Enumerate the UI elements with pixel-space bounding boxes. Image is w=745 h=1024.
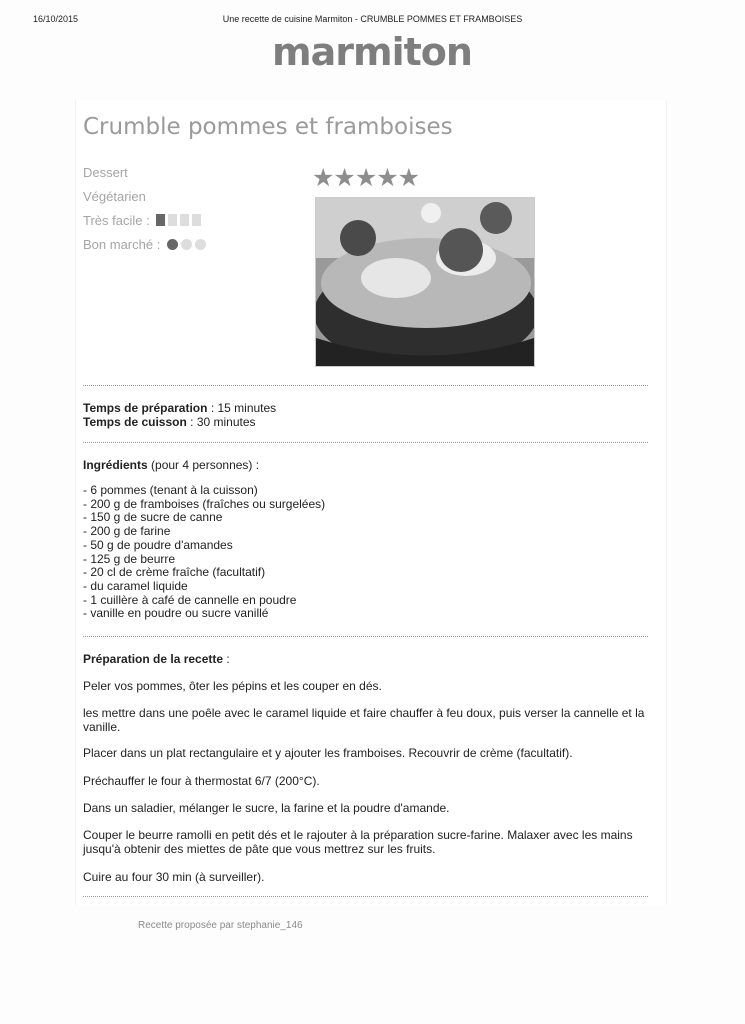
difficulty-label: Très facile : <box>83 213 150 228</box>
recipe-category: Dessert <box>83 165 128 180</box>
preparation-step: Préchauffer le four à thermostat 6/7 (200°C). <box>83 774 320 788</box>
preparation-step: Peler vos pommes, ôter les pépins et les couper en dés. <box>83 679 382 693</box>
ingredient-item: - 6 pommes (tenant à la cuisson) <box>83 483 258 497</box>
cost-label: Bon marché : <box>83 237 161 252</box>
ingredient-item: - 200 g de farine <box>83 524 171 539</box>
print-page-title: Une recette de cuisine Marmiton - CRUMBLE POMMES ET FRAMBOISES <box>222 14 523 24</box>
crumble-photo <box>315 197 535 367</box>
preparation-step: les mettre dans une poêle avec le caramel liquide et faire chauffer à feu doux, puis verser la cannelle et la vanille. <box>83 706 645 734</box>
preparation-step: Placer dans un plat rectangulaire et y ajouter les framboises. Recouvrir de crème (facultatif). <box>83 746 573 760</box>
ingredient-item: - 20 cl de crème fraîche (facultatif) <box>83 565 266 580</box>
ingredient-item: - du caramel liquide <box>83 578 188 593</box>
author-credit: Recette proposée par stephanie_146 <box>138 920 303 931</box>
ingredients-servings: (pour 4 personnes) : <box>147 458 260 472</box>
preparation-heading <box>83 652 230 666</box>
ingredient-item: - 150 g de sucre de canne <box>83 510 223 525</box>
cook-time <box>83 415 276 429</box>
ingredient-item: - 200 g de framboises (fraîches ou surgelées) <box>83 496 326 511</box>
ingredients-label: Ingrédients <box>83 458 148 472</box>
coin-icon <box>195 239 206 250</box>
ingredients-heading <box>83 458 259 472</box>
difficulty-icon <box>180 214 189 226</box>
ingredient-item: - 50 g de poudre d'amandes <box>83 537 233 552</box>
recipe-diet: Végétarien <box>83 189 146 204</box>
times-block <box>83 401 276 429</box>
recipe-title: Crumble pommes et framboises <box>83 114 453 140</box>
preparation-step: Couper le beurre ramolli en petit dés et le rajouter à la préparation sucre-farine. Malaxer avec les mains jusqu'à obtenir des miettes de pâte que vous mettrez sur les fruits. <box>83 828 633 856</box>
difficulty-icon <box>168 214 177 226</box>
preparation-label-suffix: : <box>223 652 230 666</box>
difficulty-icon <box>156 214 165 226</box>
preparation-step: Dans un saladier, mélanger le sucre, la farine et la poudre d'amande. <box>83 801 450 815</box>
cook-time-label: Temps de cuisson <box>83 415 187 429</box>
ingredient-item: - vanille en poudre ou sucre vanillé <box>83 606 269 621</box>
difficulty-icons <box>153 213 201 228</box>
ingredient-item: - 125 g de beurre <box>83 551 176 566</box>
ingredient-item: - 1 cuillère à café de cannelle en poudre <box>83 592 297 607</box>
marmiton-logo: marmiton <box>272 30 472 74</box>
prep-time-value: : 15 minutes <box>207 401 277 415</box>
prep-time <box>83 401 276 415</box>
coin-icon <box>167 239 178 250</box>
cook-time-value: : 30 minutes <box>186 415 256 429</box>
preparation-label: Préparation de la recette <box>83 652 224 666</box>
divider <box>83 385 648 386</box>
coin-icon <box>181 239 192 250</box>
print-date: 16/10/2015 <box>33 14 79 24</box>
divider <box>83 896 648 897</box>
ingredients-list <box>83 484 325 621</box>
cost-icons <box>164 237 206 252</box>
divider <box>83 442 648 443</box>
crumble-photo-image <box>316 198 534 366</box>
difficulty-icon <box>192 214 201 226</box>
difficulty-row <box>83 213 201 228</box>
preparation-step: Cuire au four 30 min (à surveiller). <box>83 870 265 884</box>
divider <box>83 636 648 637</box>
cost-row <box>83 237 206 252</box>
rating-stars-icon: ★★★★★ <box>312 164 420 192</box>
prep-time-label: Temps de préparation <box>83 401 208 415</box>
